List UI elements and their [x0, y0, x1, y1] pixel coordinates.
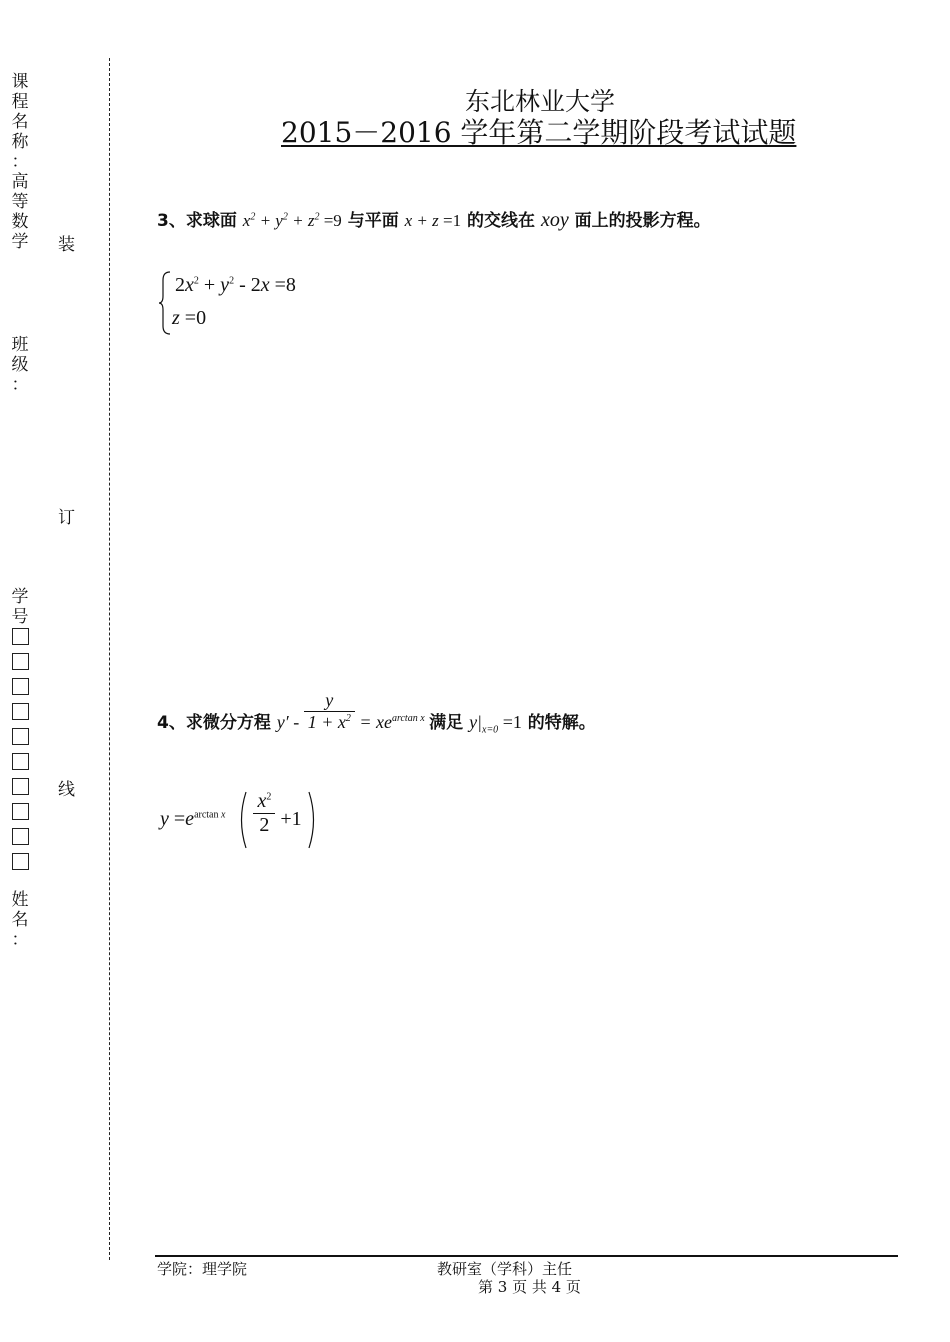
staple-mark: 订 — [58, 508, 75, 528]
student-id-digit-box[interactable] — [12, 728, 29, 745]
course-label-char: 高 — [11, 172, 29, 192]
answer-3-line-1: $2x^2 + y^2 - 2x =8$ — [175, 274, 296, 296]
student-name-label — [10, 890, 30, 950]
school-name: 东北林业大学 — [464, 87, 615, 116]
footer-office: 教研室（学科）主任 — [437, 1260, 573, 1278]
ode-equation: y′ - $\frac{y}{1 + x^2}$ = $xe^{arctan x}$ — [276, 690, 425, 733]
answer-4: $y =e^{arctan x}$ $\frac{x^2}{2}$ +1 — [160, 790, 319, 850]
name-label-char: ： — [11, 930, 29, 950]
student-id-digit-box[interactable] — [12, 678, 29, 695]
id-label-char: 学 — [11, 587, 29, 607]
class-label-char: ： — [11, 375, 29, 395]
footer-rule — [155, 1255, 898, 1257]
question-4-suffix: 的特解。 — [527, 713, 596, 733]
course-label-char: ： — [11, 152, 29, 172]
course-label-char: 名 — [11, 112, 29, 132]
binding-cut-line — [109, 58, 110, 1260]
binding-mark: 装 — [58, 235, 75, 255]
student-id-digit-box[interactable] — [12, 853, 29, 870]
course-label-char: 等 — [11, 192, 29, 212]
class-label-char: 班 — [11, 335, 29, 355]
question-3 — [157, 206, 711, 232]
question-3-middle: 与平面 — [347, 211, 399, 231]
student-id-digit-box[interactable] — [12, 778, 29, 795]
student-id-label — [10, 587, 30, 627]
course-label-char: 课 — [11, 72, 29, 92]
initial-condition: $y|_{x=0} =1$ — [469, 712, 522, 736]
footer-page-number: 第 3 页 共 4 页 — [478, 1278, 581, 1296]
course-label-char: 数 — [11, 212, 29, 232]
question-4-middle: 满足 — [429, 713, 464, 733]
course-label-char: 称 — [11, 132, 29, 152]
exam-title: 2015－2016 学年第二学期阶段考试试题 — [281, 116, 797, 149]
id-label-char: 号 — [11, 607, 29, 627]
question-3-prefix: 3、求球面 — [157, 211, 237, 231]
student-id-digit-box[interactable] — [12, 653, 29, 670]
line-mark: 线 — [58, 780, 75, 800]
sphere-equation: $x^2 + y^2 + z^2 =9$ — [242, 211, 342, 230]
question-3-middle2: 的交线在 — [467, 211, 536, 231]
plane-equation: x + z =1 — [404, 211, 462, 230]
question-4 — [157, 690, 596, 736]
course-label-char: 程 — [11, 92, 29, 112]
right-paren — [307, 790, 319, 850]
class-label-char: 级 — [11, 355, 29, 375]
system-brace — [158, 270, 172, 336]
student-id-digit-box[interactable] — [12, 828, 29, 845]
question-4-prefix: 4、求微分方程 — [157, 713, 271, 733]
student-id-digit-box[interactable] — [12, 753, 29, 770]
name-label-char: 名 — [11, 910, 29, 930]
question-3-suffix: 面上的投影方程。 — [574, 211, 711, 231]
student-id-boxes[interactable] — [10, 628, 30, 878]
student-id-digit-box[interactable] — [12, 628, 29, 645]
footer-college: 学院：理学院 — [157, 1260, 248, 1278]
left-paren — [236, 790, 248, 850]
plane-name: xoy — [540, 209, 569, 231]
answer-3-line-2: z =0 — [172, 307, 207, 329]
class-label — [10, 335, 30, 395]
course-label-char: 学 — [11, 232, 29, 252]
student-id-digit-box[interactable] — [12, 803, 29, 820]
name-label-char: 姓 — [11, 890, 29, 910]
student-id-digit-box[interactable] — [12, 703, 29, 720]
